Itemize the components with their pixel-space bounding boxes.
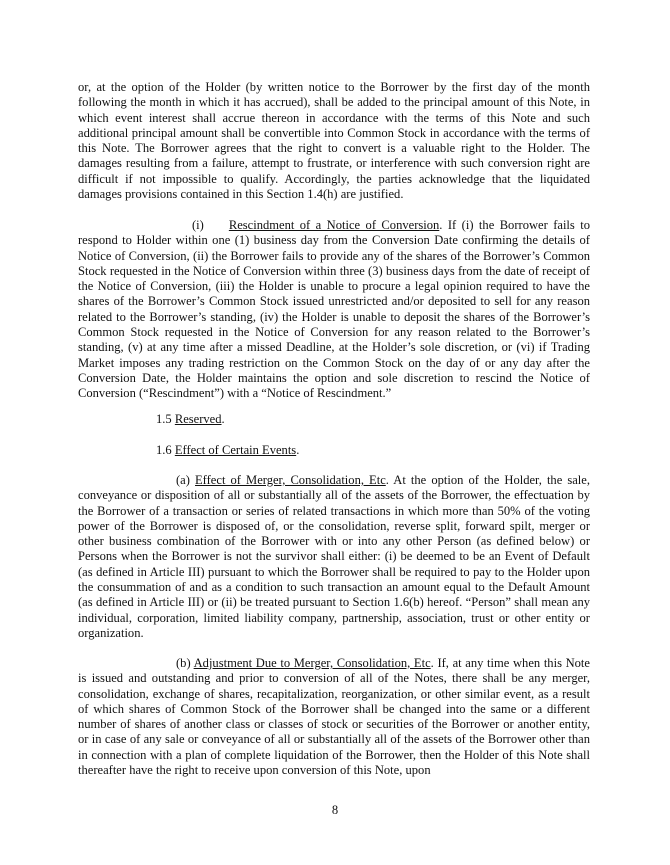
heading-adjustment: Adjustment Due to Merger, Consolidation, Etc: [193, 656, 431, 670]
paragraph-adjustment: (b) Adjustment Due to Merger, Consolidation, Etc. If, at any time when this Note is issued and outstanding and prior to conversion of all of the Notes, there shall be any merger, consolidation, exchange of shares, recapitalization, reorganization, or other similar event, as a result of which shares of Common Stock of the Borrower shall be changed into the same or a different number of shares of another class or classes of stock or securities of the Borrower or another entity, or in case of any sale or conveyance of all or substantially all of the assets of the Borrower other than in connection with a plan of complete liquidation of the Borrower, then the Holder of this Note shall thereafter have the right to receive upon conversion of this Note, upon: [78, 656, 590, 778]
heading-reserved: Reserved: [174, 412, 222, 426]
paragraph-merger: (a) Effect of Merger, Consolidation, Etc. At the option of the Holder, the sale, conveyance or disposition of all or substantially all of the assets of the Borrower, the effectuation by the Borrower of a transaction or series of related transactions in which more than 50% of the voting power of the Borrower is disposed of, or the consolidation, reverse split, forward spilt, merger or other business combination of the Borrower with or into any other Person (as defined below) or Persons when the Borrower is not the survivor shall either: (i) be deemed to be an Event of Default (as defined in Article III) pursuant to which the Borrower shall be required to pay to the Holder upon the consummation of and as a condition to such transaction an amount equal to the Default Amount (as defined in Article III) or (ii) be treated pursuant to Section 1.6(b) hereof. “Person” shall mean any individual, corporation, limited liability company, partnership, association, trust or other entity or organization.: [78, 473, 590, 640]
heading-rescindment: Rescindment of a Notice of Conversion: [228, 218, 440, 232]
paragraph-rescindment: (i) Rescindment of a Notice of Conversion. If (i) the Borrower fails to respond to Holder within one (1) business day from the Conversion Date confirming the details of Notice of Conversion, (ii) the Borrower fails to provide any of the shares of the Borrower’s Common Stock requested in the Notice of Conversion within three (3) business days from the date of receipt of the Notice of Conversion, (iii) the Holder is unable to procure a legal opinion required to have the shares of the Borrower’s Common Stock issued unrestricted and/or deposited to sell for any reason related to the Borrower’s standing, (iv) the Holder is unable to deposit the shares of the Borrower’s Common Stock requested in the Notice of Conversion for any reason related to the Borrower’s standing, (v) at any time after a missed Deadline, at the Holder’s sole discretion, or (vi) if Trading Market imposes any trading restriction on the Common Stock on the day of or any day after the Conversion Date, the Holder maintains the option and sole discretion to rescind the Notice of Conversion (“Rescindment”) with a “Notice of Rescindment.”: [78, 218, 590, 401]
page-number: 8: [331, 803, 339, 817]
item-marker-i: (i): [192, 218, 204, 232]
section-1-6: 1.6 Effect of Certain Events.: [156, 443, 300, 457]
paragraph-liquidated-damages: or, at the option of the Holder (by written notice to the Borrower by the first day of the month following the month in which it has accrued), shall be added to the principal amount of this Note, in which event interest shall accrue thereon in accordance with the terms of this Note and such additional principal amount shall be convertible into Common Stock in accordance with the terms of this Note. The Borrower agrees that the right to convert is a valuable right to the Holder. The damages resulting from a failure, attempt to frustrate, or interference with such conversion right are difficult if not impossible to qualify. Accordingly, the parties acknowledge that the liquidated damages provisions contained in this Section 1.4(h) are justified.: [78, 80, 590, 202]
heading-effect-of-certain-events: Effect of Certain Events: [174, 443, 297, 457]
heading-merger: Effect of Merger, Consolidation, Etc: [195, 473, 386, 487]
section-1-5: 1.5 Reserved.: [156, 412, 225, 426]
item-marker-a: (a): [176, 473, 190, 487]
item-marker-b: (b): [176, 656, 191, 670]
